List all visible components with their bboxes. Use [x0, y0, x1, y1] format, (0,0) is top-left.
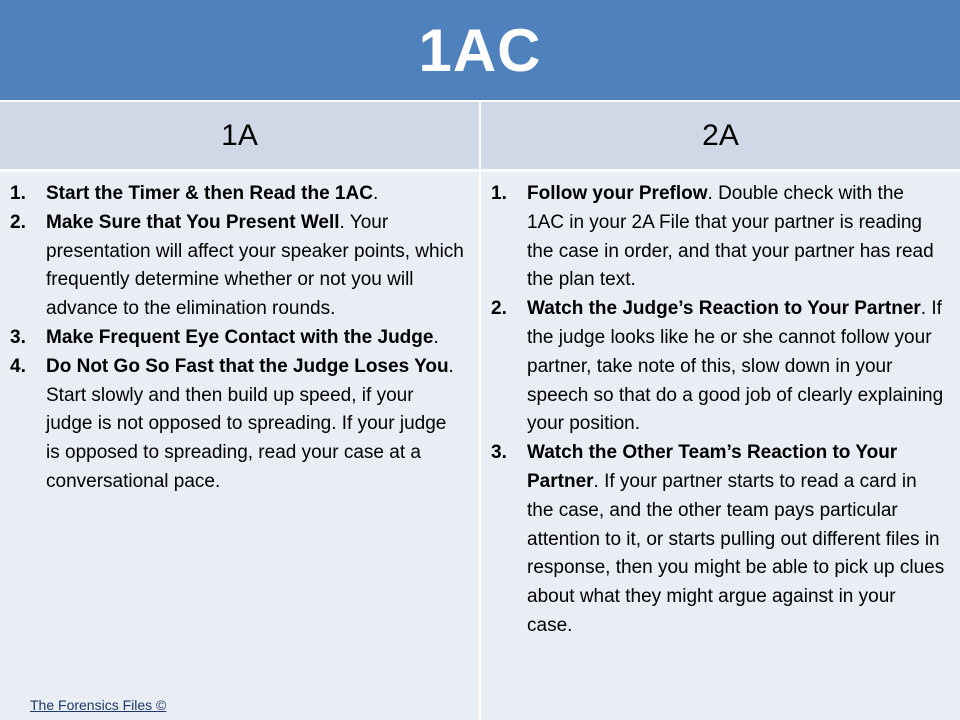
list-1a: [10, 180, 465, 497]
item-text: . Double check with the 1AC in your 2A File that your partner is reading the case in order, and that your partner has read the plan text.: [527, 183, 934, 291]
column-divider: [479, 102, 481, 720]
item-lead: Do Not Go So Fast that the Judge Loses You: [46, 355, 449, 377]
item-lead: Make Frequent Eye Contact with the Judge: [46, 326, 434, 348]
item-lead: Watch the Judge’s Reaction to Your Partner: [527, 298, 921, 320]
comparison-table: [0, 102, 960, 720]
list-item: [10, 324, 465, 353]
column-1a-cell: [0, 172, 479, 720]
item-number: 3.: [491, 442, 507, 464]
item-text: .: [433, 326, 439, 348]
item-number: 2.: [491, 298, 507, 320]
item-number: 3.: [10, 326, 26, 348]
item-number: 2.: [10, 211, 26, 233]
item-text: . Start slowly and then build up speed, if your judge is not opposed to spreading. If your judge is opposed to spreading, read your case at a conversational pace.: [46, 355, 454, 492]
list-item: [491, 295, 946, 439]
item-number: 1.: [10, 183, 26, 204]
list-item: [491, 439, 946, 641]
item-text: .: [372, 183, 379, 204]
item-number: 1.: [491, 183, 507, 204]
column-2a-cell: [481, 172, 960, 720]
item-lead: Follow your Preflow: [527, 183, 708, 204]
item-text: . If the judge looks like he or she cannot follow your partner, take note of this, slow down in your speech so that do a good job of clearly explaining your position.: [527, 298, 944, 435]
list-item: [10, 353, 465, 497]
item-lead: Make Sure that You Present Well: [46, 211, 340, 233]
item-lead: Start the Timer & then Read the 1AC: [46, 183, 373, 204]
forensics-files-link[interactable]: The Forensics Files ©: [30, 697, 167, 713]
slide-title: 1AC: [418, 16, 542, 84]
title-bar: [0, 0, 960, 100]
list-2a: [491, 180, 946, 641]
item-text: . If your partner starts to read a card in the case, and the other team pays particular attention to it, or starts pulling out different files in response, then you might be able to pick up clues about what they might argue against in your case.: [527, 470, 945, 636]
list-item: [10, 209, 465, 324]
item-text: . Your presentation will affect your speaker points, which frequently determine whether or not you will advance to the elimination rounds.: [46, 211, 464, 320]
list-item: [10, 180, 465, 209]
column-header-1a: 1A: [221, 118, 258, 152]
list-item: [491, 180, 946, 295]
item-number: 4.: [10, 355, 26, 377]
column-header-2a: 2A: [702, 118, 739, 152]
item-lead: Watch the Other Team’s Reaction to Your Partner: [527, 442, 898, 492]
